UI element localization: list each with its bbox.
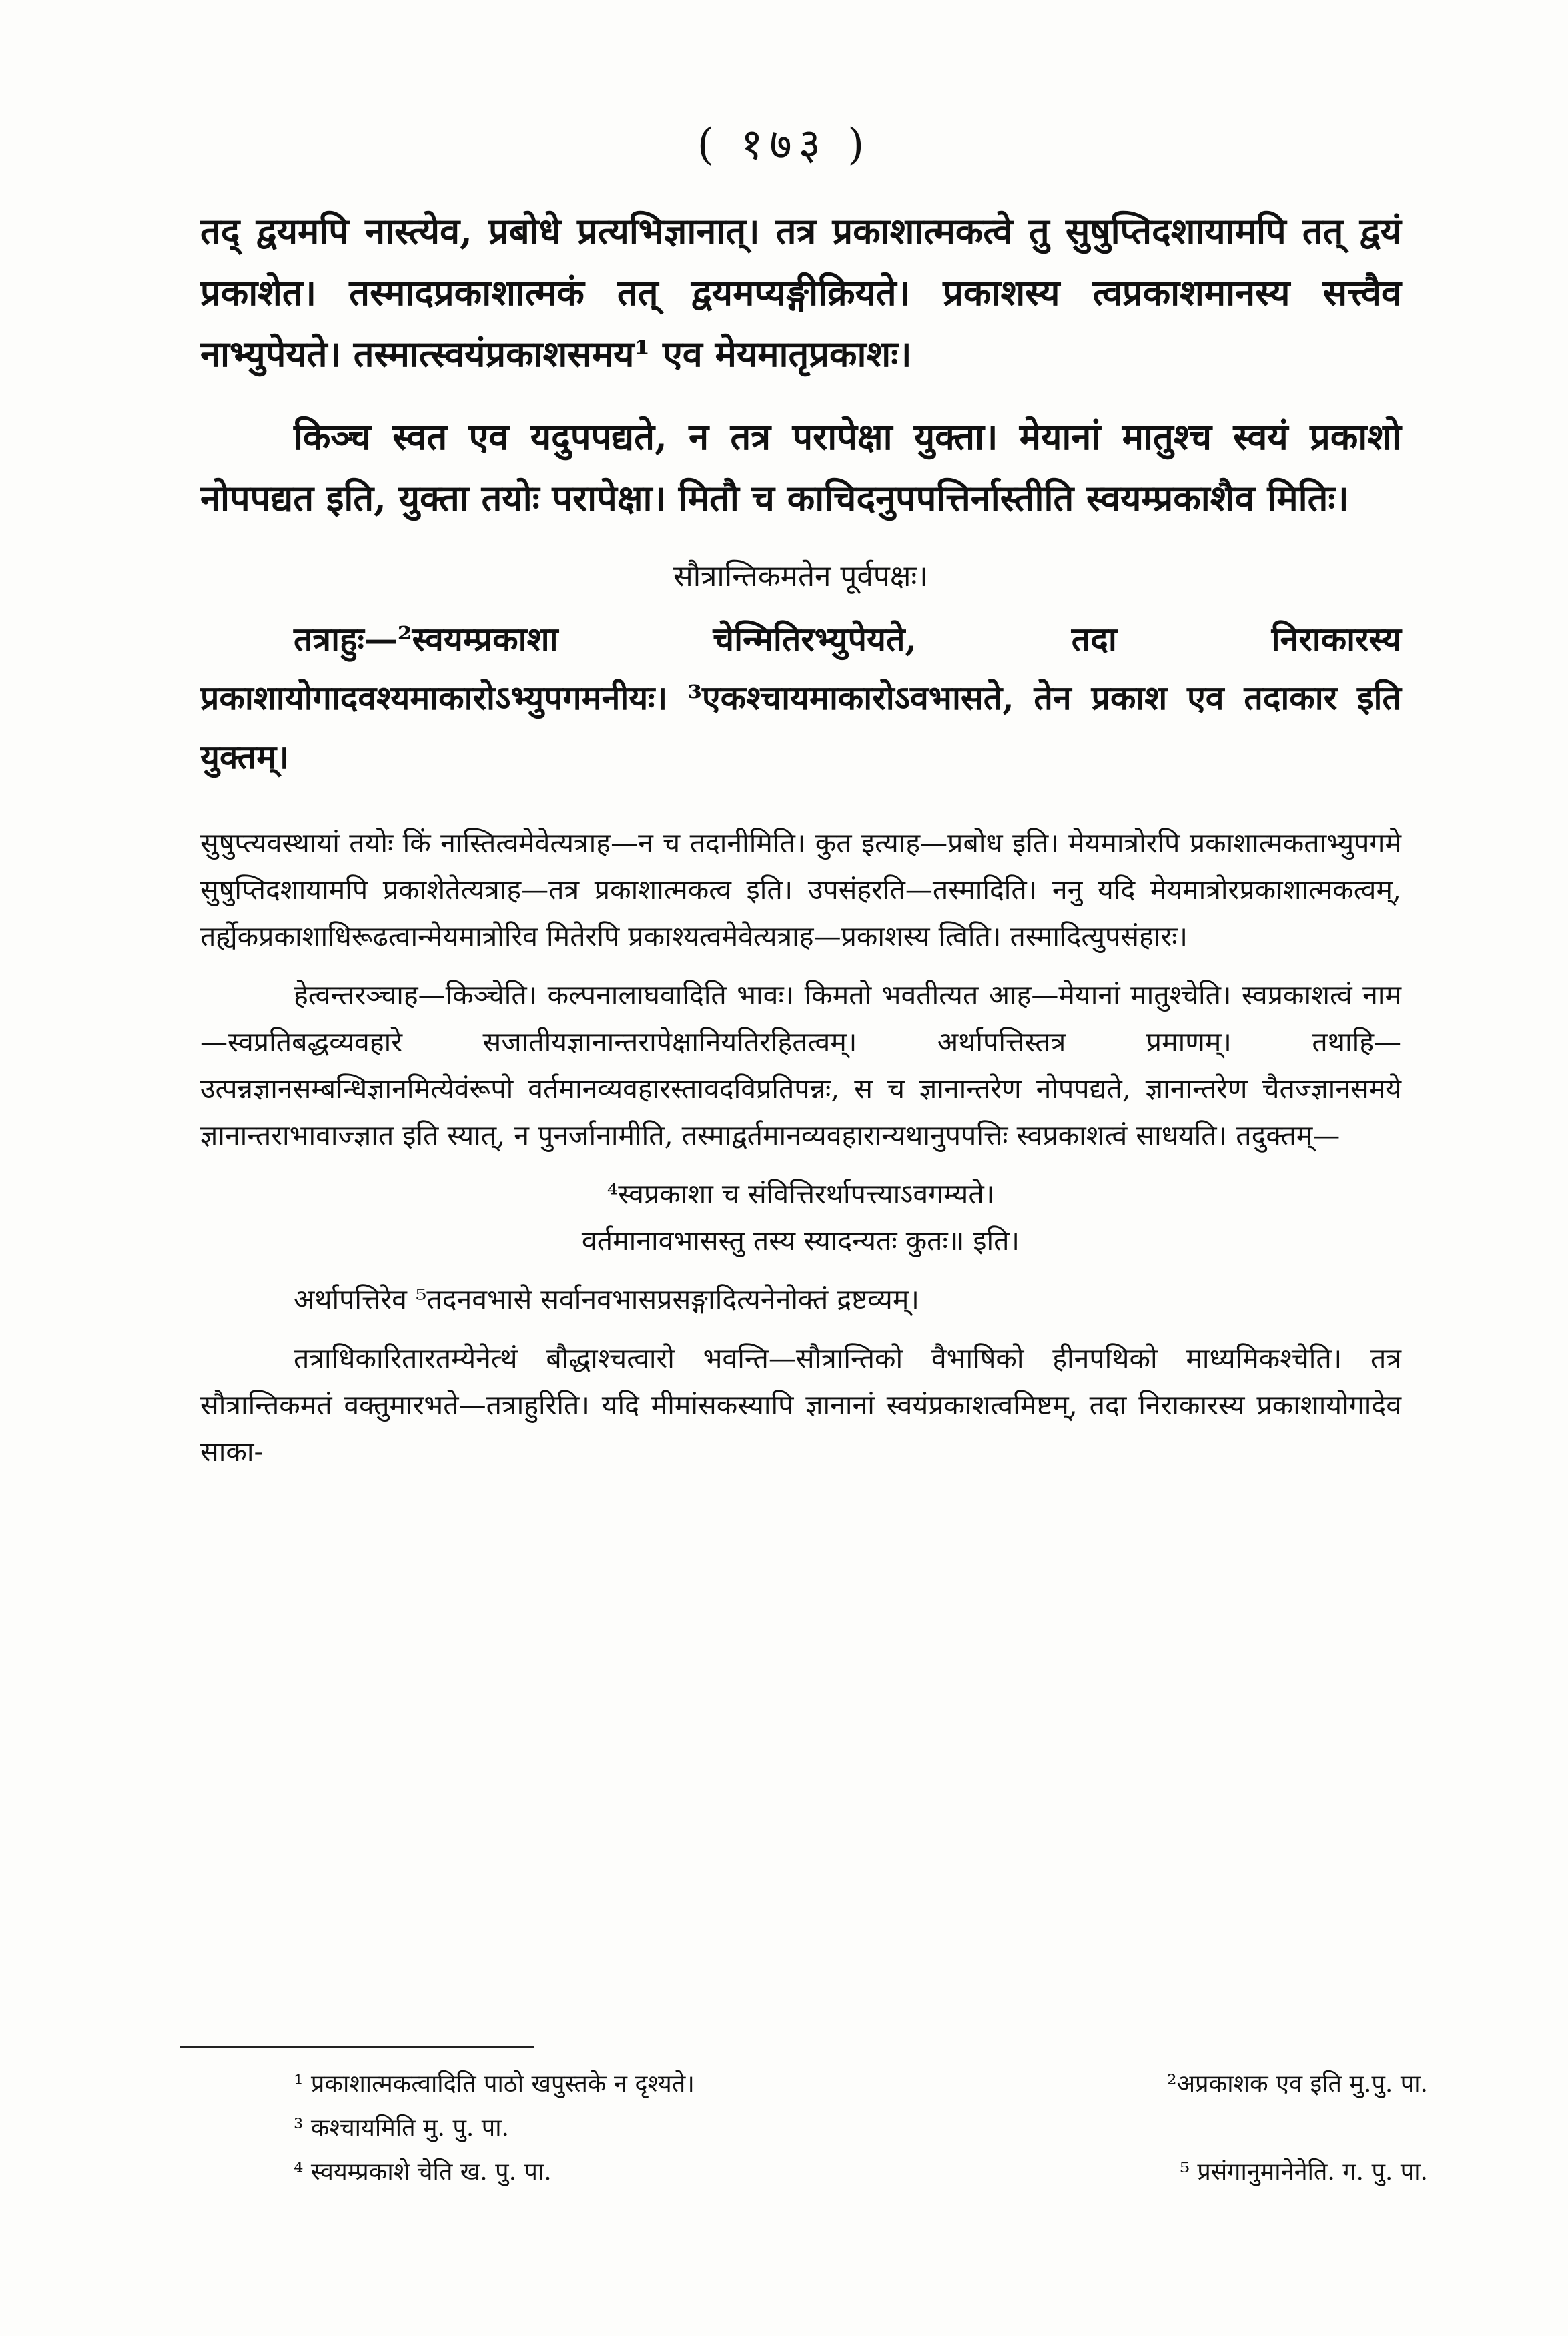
footnotes [294,2062,1428,2195]
commentary-paragraph-3: अर्थापत्तिरेव ⁵तदनवभासे सर्वानवभासप्रसङ्गादित्यनेनोक्तं द्रष्टव्यम्। [294,1283,919,1316]
main-paragraph-1: तद् द्वयमपि नास्त्येव, प्रबोधे प्रत्यभिज्ञानात्। तत्र प्रकाशात्मकत्वे तु सुषुप्तिदशायामपि तत् द्वयं प्रकाशेत। तस्मादप्रकाशात्मकं तत् द्वयमप्यङ्गीक्रियते। प्रकाशस्य त्वप्रकाशमानस्य सत्त्वैव नाभ्युपेयते। तस्मात्स्वयंप्रकाशसमय¹ एव मेयमातृप्रकाशः। [200,210,1401,375]
commentary-paragraph-4: तत्राधिकारितारतम्येनेत्थं बौद्धाश्चत्वारो भवन्ति—सौत्रान्तिको वैभाषिको हीनपथिको माध्यमिकश्चेति। तत्र सौत्रान्तिकमतं वक्तुमारभते—तत्राहुरिति। यदि मीमांसकस्यापि ज्ञानानां स्वयंप्रकाशत्वमिष्टम्, तदा निराकारस्य प्रकाशायोगादेव साका- [200,1342,1401,1468]
page-number: ( १७३ ) [697,120,871,170]
section-heading: सौत्रान्तिकमतेन पूर्वपक्षः। [673,559,928,593]
footnote-row-2 [294,2106,1428,2150]
purvapaksha-block [200,610,1401,786]
commentary-block [200,820,1401,1475]
commentary-paragraph-2: हेत्वन्तरञ्चाह—किञ्चेति। कल्पनालाघवादिति भावः। किमतो भवतीत्यत आह—मेयानां मातुश्चेति। स्वप्रकाशत्वं नाम—स्वप्रतिबद्धव्यवहारे सजातीयज्ञानान्तरापेक्षानियतिरहितत्वम्। अर्थापत्तिस्तत्र प्रमाणम्। तथाहि—उत्पन्नज्ञानसम्बन्धिज्ञानमित्येवंरूपो वर्तमानव्यवहारस्तावदविप्रतिपन्नः, स च ज्ञानान्तरेण नोपपद्यते, ज्ञानान्तरेण चैतज्ज्ञानसमये ज्ञानान्तराभावाज्ज्ञात इति स्यात्, न पुनर्जानामीति, तस्माद्वर्तमानव्यवहारान्यथानुपपत्तिः स्वप्रकाशत्वं साधयति। तदुक्तम्— [200,979,1401,1151]
footnote-3: ³ कश्चायमिति मु. पु. पा. [294,2114,509,2142]
main-text-block [200,200,1401,529]
verse-line-2: वर्तमानावभासस्तु तस्य स्यादन्यतः कुतः॥ इति। [581,1225,1020,1257]
footnote-5: ⁵ प्रसंगानुमानेनेति. ग. पु. पा. [1180,2158,1428,2186]
commentary-paragraph-1: सुषुप्त्यवस्थायां तयोः किं नास्तित्वमेवेत्यत्राह—न च तदानीमिति। कुत इत्याह—प्रबोध इति। मेयमात्रोरपि प्रकाशात्मकताभ्युपगमे सुषुप्तिदशायामपि प्रकाशेतेत्यत्राह—तत्र प्रकाशात्मकत्व इति। उपसंहरति—तस्मादिति। ननु यदि मेयमात्रोरप्रकाशात्मकत्वम्, तर्ह्येकप्रकाशाधिरूढत्वान्मेयमात्रोरिव मितेरपि प्रकाश्यत्वमेवेत्यत्राह—प्रकाशस्य त्विति। तस्मादित्युपसंहारः। [200,827,1401,952]
main-paragraph-2: किञ्च स्वत एव यदुपपद्यते, न तत्र परापेक्षा युक्ता। मेयानां मातुश्च स्वयं प्रकाशो नोपपद्यत इति, युक्ता तयोः परापेक्षा। मितौ च काचिदनुपपत्तिर्नास्तीति स्वयम्प्रकाशैव मितिः। [200,415,1401,519]
footnote-row-1 [294,2062,1428,2106]
footnote-2: ²अप्रकाशक एव इति मु.पु. पा. [1167,2070,1428,2098]
footnote-4: ⁴ स्वयम्प्रकाशे चेति ख. पु. पा. [294,2158,552,2186]
verse-line-1: ⁴स्वप्रकाशा च संवित्तिरर्थापत्त्याऽवगम्यते। [607,1178,995,1210]
main-content [200,200,1401,1487]
verse-quote [200,1171,1401,1264]
main-paragraph-3: तत्राहुः—²स्वयम्प्रकाशा चेन्मितिरभ्युपेयते, तदा निराकारस्य प्रकाशायोगादवश्यमाकारोऽभ्युपगमनीयः। ³एकश्चायमाकारोऽवभासते, तेन प्रकाश एव तदाकार इति युक्तम्। [200,619,1401,776]
footnote-row-3 [294,2150,1428,2195]
footnote-1: ¹ प्रकाशात्मकत्वादिति पाठो खपुस्तके न दृश्यते। [294,2070,695,2098]
footnote-divider [180,2046,534,2048]
